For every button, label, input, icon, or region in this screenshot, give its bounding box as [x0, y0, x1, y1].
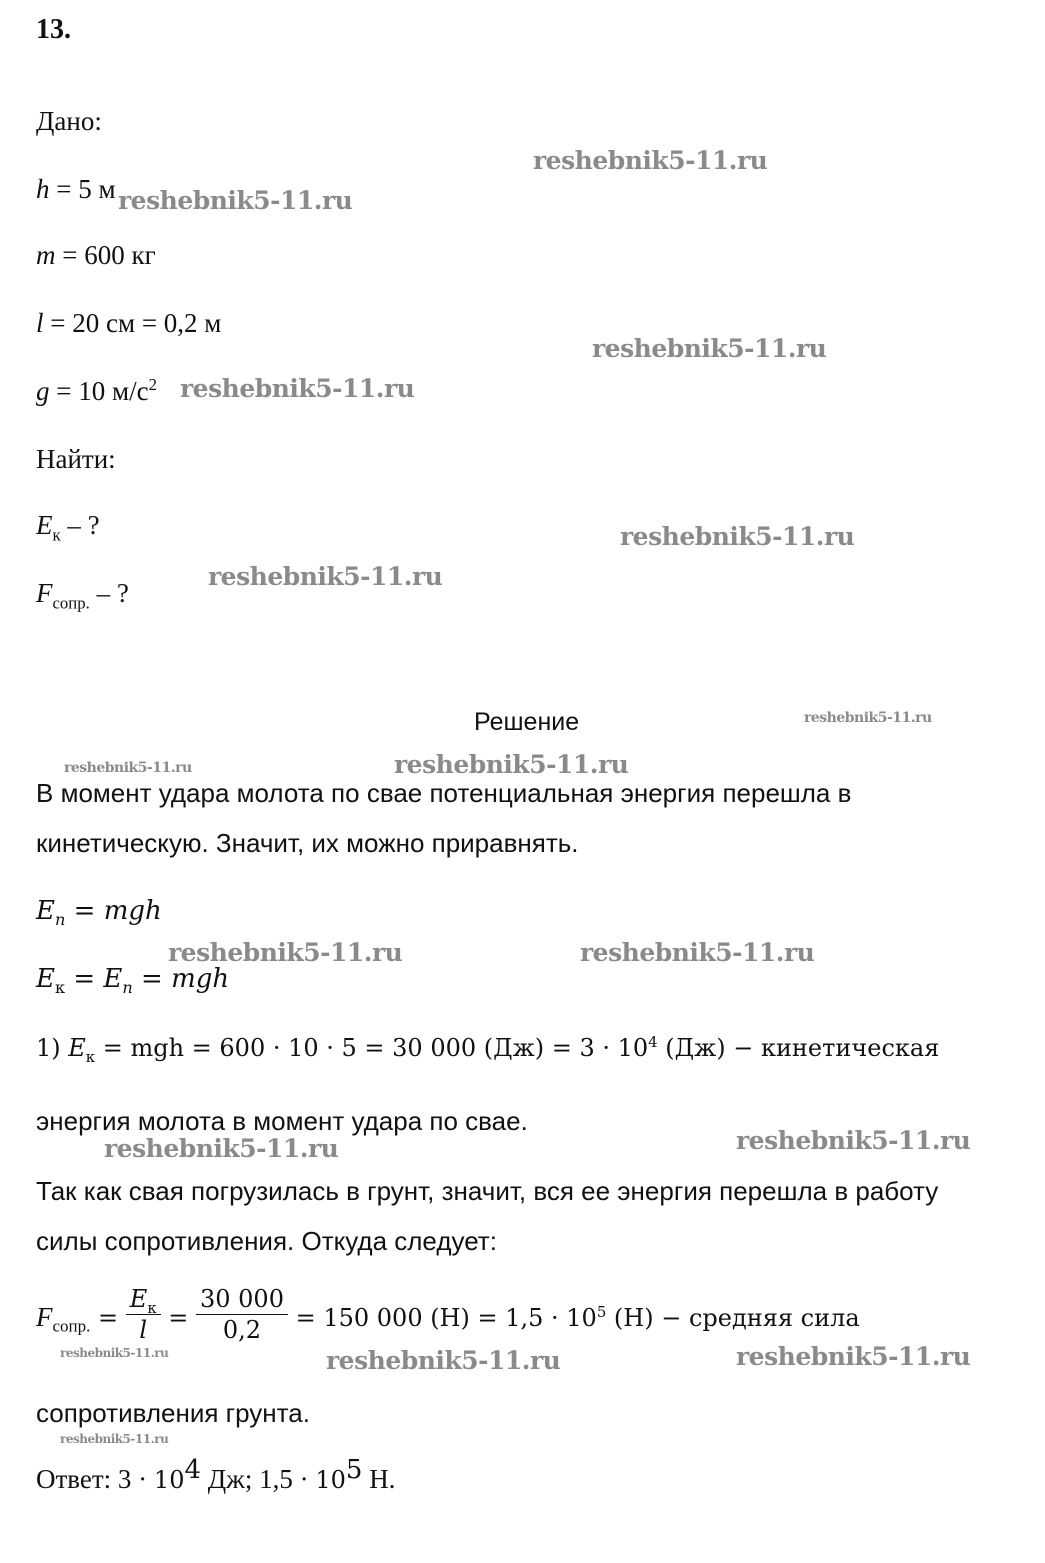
given-g-value: = 10 м/с: [49, 376, 149, 406]
step1-tail: (Дж) − кинетическая: [657, 1034, 940, 1062]
given-m-symbol: m: [36, 240, 56, 270]
find-fs-symbol: F: [36, 578, 53, 608]
watermark: reshebnik5-11.ru: [64, 760, 192, 776]
answer-a1-base: 10: [153, 1466, 185, 1494]
watermark: reshebnik5-11.ru: [736, 1126, 971, 1155]
find-fs-rest: – ?: [89, 578, 129, 608]
answer-a2-unit: Н.: [362, 1464, 396, 1494]
given-m: [36, 240, 156, 271]
watermark: reshebnik5-11.ru: [326, 1346, 561, 1375]
step-1-continuation: энергия молота в момент удара по свае.: [36, 1106, 528, 1136]
eq2-rhs: = mgh: [132, 964, 230, 994]
fraction-1-denominator: l: [139, 1315, 148, 1344]
eq2-mid: = E: [65, 964, 123, 994]
watermark: reshebnik5-11.ru: [168, 938, 403, 967]
force-eq-1: =: [90, 1303, 126, 1332]
watermark: reshebnik5-11.ru: [592, 334, 827, 363]
watermark: reshebnik5-11.ru: [804, 710, 932, 726]
equation-potential-energy: [36, 896, 162, 930]
find-ek-sub: к: [52, 525, 61, 545]
solution-paragraph-1-line-1: В момент удара молота по свае потенциальная энергия перешла в: [36, 778, 852, 808]
solution-paragraph-2-line-2: силы сопротивления. Откуда следует:: [36, 1226, 497, 1256]
answer-label: Ответ: 3 ·: [36, 1464, 154, 1494]
given-g: [36, 376, 157, 407]
force-lhs-sub: сопр.: [52, 1316, 91, 1336]
eq2-lhs-sub: к: [54, 978, 66, 998]
find-ek-rest: – ?: [60, 510, 100, 540]
fraction-2-denominator: 0,2: [222, 1315, 262, 1344]
find-ek-symbol: E: [36, 510, 53, 540]
given-m-value: = 600 кг: [55, 240, 156, 270]
given-g-symbol: g: [36, 376, 50, 406]
given-l-symbol: l: [36, 308, 44, 338]
find-fs-sub: сопр.: [52, 593, 90, 613]
solution-paragraph-2-line-1: Так как свая погрузилась в грунт, значит, вся ее энергия перешла в работу: [36, 1176, 939, 1206]
watermark: reshebnik5-11.ru: [208, 562, 443, 591]
given-h-symbol: h: [36, 174, 50, 204]
force-continuation: сопротивления грунта.: [36, 1398, 310, 1428]
equation-kinetic-equals-potential: [36, 964, 230, 998]
fraction-ek-over-l: [126, 1286, 161, 1345]
step1-body: = mgh = 600 · 10 · 5 = 30 000 (Дж) = 3 · 10: [95, 1034, 649, 1062]
force-lhs: F: [36, 1301, 53, 1332]
given-g-exponent: 2: [148, 375, 157, 394]
step1-symbol: E: [68, 1034, 86, 1062]
watermark: reshebnik5-11.ru: [620, 522, 855, 551]
step-1-equation: [36, 1033, 940, 1066]
fraction-1-numerator-sub: к: [147, 1298, 157, 1317]
step1-exponent: 4: [648, 1033, 658, 1051]
force-rhs: = 150 000 (Н) = 1,5 · 10: [287, 1303, 597, 1332]
watermark: reshebnik5-11.ru: [60, 1346, 169, 1360]
eq2-lhs: E: [36, 964, 55, 994]
answer-a1-exponent: 4: [184, 1455, 202, 1485]
eq1-lhs: E: [36, 896, 55, 926]
eq1-rhs: = mgh: [65, 896, 162, 926]
watermark: reshebnik5-11.ru: [736, 1342, 971, 1371]
solution-title: Решение: [474, 708, 580, 736]
given-l-value: = 20 см = 0,2 м: [43, 308, 222, 338]
force-eq-2: =: [160, 1303, 196, 1332]
watermark: reshebnik5-11.ru: [533, 146, 768, 175]
force-tail: (Н) − средняя сила: [606, 1303, 860, 1332]
find-ek: [36, 510, 100, 545]
fraction-1-numerator-symbol: E: [129, 1285, 148, 1313]
problem-number: 13.: [36, 14, 71, 45]
force-exponent: 5: [596, 1302, 607, 1321]
watermark: reshebnik5-11.ru: [60, 1432, 169, 1446]
answer: [36, 1455, 396, 1495]
watermark: reshebnik5-11.ru: [580, 938, 815, 967]
watermark: reshebnik5-11.ru: [104, 1134, 339, 1163]
answer-a2-base: 10: [315, 1466, 346, 1494]
given-l: [36, 308, 221, 339]
watermark: reshebnik5-11.ru: [118, 186, 353, 215]
answer-a1-unit: Дж; 1,5 ·: [201, 1464, 316, 1494]
solution-paragraph-1-line-2: кинетическую. Значит, их можно приравнять.: [36, 828, 579, 858]
fraction-1-numerator: [126, 1286, 161, 1315]
fraction-30000-over-0-2: [196, 1286, 288, 1345]
eq1-lhs-sub: n: [54, 910, 66, 930]
given-h-value: = 5 м: [49, 174, 116, 204]
step1-symbol-sub: к: [85, 1047, 96, 1066]
force-equation: [36, 1285, 860, 1349]
fraction-2-numerator: 30 000: [196, 1286, 288, 1315]
find-title: Найти:: [36, 444, 116, 474]
given-title: Дано:: [36, 106, 102, 136]
eq2-mid-sub: n: [122, 978, 133, 998]
watermark: reshebnik5-11.ru: [394, 750, 629, 779]
find-fs: [36, 578, 129, 613]
watermark: reshebnik5-11.ru: [180, 374, 415, 403]
step1-prefix: 1): [36, 1034, 69, 1062]
answer-a2-exponent: 5: [345, 1455, 363, 1485]
given-h: [36, 174, 116, 205]
